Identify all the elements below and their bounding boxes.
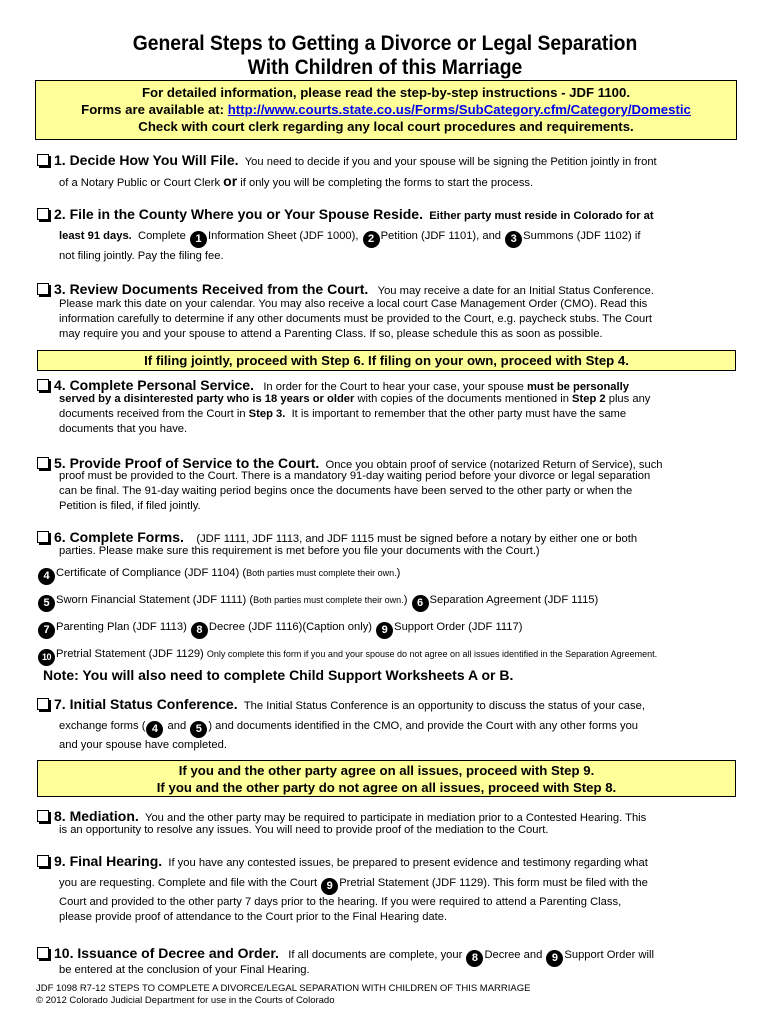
step-2-line-2: least 91 days. Complete 1 Information Sheet (JDF 1000), 2 Petition (JDF 1101), and 3 Summons (JDF 1102) if <box>59 230 640 248</box>
number-5-icon: 5 <box>190 721 207 738</box>
number-10-icon: 10 <box>38 649 55 666</box>
step-9-line-1: 9. Final Hearing. If you have any contested issues, be prepared to present evidence and testimony regarding what <box>37 853 648 869</box>
step-2-checkbox[interactable] <box>37 208 49 220</box>
step-6-line-2: parties. Please make sure this requirement is met before you file your documents with the Court.) <box>59 545 540 557</box>
step-5-line-1: 5. Provide Proof of Service to the Court. Once you obtain proof of service (notarized Return of Service), such <box>37 455 663 471</box>
agreement-box: If you and the other party agree on all issues, proceed with Step 9. If you and the other party do not agree on all issues, proceed with Step 8. <box>37 760 736 797</box>
step-7-heading: 7. Initial Status Conference. <box>54 696 238 712</box>
step-9-checkbox[interactable] <box>37 855 49 867</box>
forms-link[interactable]: http://www.courts.state.co.us/Forms/SubCategory.cfm/Category/Domestic <box>227 102 691 117</box>
step-2-line-1: 2. File in the County Where you or Your Spouse Reside. Either party must reside in Colorado for at <box>37 206 654 222</box>
step-3-line-1: 3. Review Documents Received from the Court. You may receive a date for an Initial Status Conference. <box>37 281 654 297</box>
step-5-line-4: Petition is filed, if filed jointly. <box>59 500 201 512</box>
form-10-line: 10 Pretrial Statement (JDF 1129) Only complete this form if you and your spouse do not agree on all issues identified in the Separation Agreement. <box>37 648 657 666</box>
step-3-line-3: information carefully to determine if any other documents must be provided to the Court, e.g. paycheck stubs. The Court <box>59 313 653 325</box>
step-4-line-3: documents received from the Court in Step 3. It is important to remember that the other party must have the same <box>59 408 627 420</box>
step-3-line-4: may require you and your spouse to attend a Parenting Class. If so, please schedule this as soon as possible. <box>59 328 603 340</box>
step-1-line-2: of a Notary Public or Court Clerk or if only you will be completing the forms to start the process. <box>59 173 534 189</box>
page-subtitle: With Children of this Marriage <box>247 56 523 79</box>
number-9-icon: 9 <box>376 622 393 639</box>
form-4-line: 4 Certificate of Compliance (JDF 1104) (Both parties must complete their own.) <box>37 567 400 585</box>
number-4-icon: 4 <box>146 721 163 738</box>
step-3-line-2: Please mark this date on your calendar. You may also receive a local court Case Management Order (CMO). Read this <box>59 298 648 310</box>
step-10-heading: 10. Issuance of Decree and Order. <box>54 945 279 961</box>
form-7-8-9-line: 7 Parenting Plan (JDF 1113) 8 Decree (JDF 1116)(Caption only) 9 Support Order (JDF 1117) <box>37 621 522 639</box>
step-8-checkbox[interactable] <box>37 810 49 822</box>
page-title: General Steps to Getting a Divorce or Legal Separation <box>132 32 638 55</box>
number-8-icon: 8 <box>191 622 208 639</box>
step-7-checkbox[interactable] <box>37 698 49 710</box>
number-8-icon: 8 <box>466 950 483 967</box>
step-4-line-2: served by a disinterested party who is 18 years or older with copies of the documents mentioned in Step 2 plus any <box>59 393 651 405</box>
info-line-1: For detailed information, please read the step-by-step instructions - JDF 1100. <box>141 85 631 100</box>
step-10-line-2: be entered at the conclusion of your Final Hearing. <box>59 964 310 976</box>
step-4-line-4: documents that you have. <box>59 423 188 435</box>
filing-box: If filing jointly, proceed with Step 6. If filing on your own, proceed with Step 4. <box>37 350 736 371</box>
info-box <box>35 80 737 140</box>
info-line-2 <box>36 101 736 118</box>
step-9-heading: 9. Final Hearing. <box>54 853 163 869</box>
step-2-line-3: not filing jointly. Pay the filing fee. <box>59 250 224 262</box>
step-9-line-4: please provide proof of attendance to the Court prior to the Final Hearing date. <box>59 911 448 923</box>
number-4-icon: 4 <box>38 568 55 585</box>
step-8-line-2: is an opportunity to resolve any issues. You will need to provide proof of the mediation to the Court. <box>59 824 549 836</box>
step-4-checkbox[interactable] <box>37 379 49 391</box>
step-6-line-1: 6. Complete Forms. (JDF 1111, JDF 1113, and JDF 1115 must be signed before a notary by either one or both <box>37 529 637 545</box>
step-10-line-1: 10. Issuance of Decree and Order. If all documents are complete, your 8 Decree and 9 Support Order will <box>37 945 654 967</box>
form-5-6-line: 5 Sworn Financial Statement (JDF 1111) (Both parties must complete their own.) 6 Separation Agreement (JDF 1115) <box>37 594 598 612</box>
info-line-3: Check with court clerk regarding any local court procedures and requirements. <box>138 119 634 134</box>
step-1-heading: 1. Decide How You Will File. <box>54 152 239 168</box>
step-5-heading: 5. Provide Proof of Service to the Court. <box>54 455 320 471</box>
step-7-line-3: and your spouse have completed. <box>59 739 227 751</box>
number-6-icon: 6 <box>412 595 429 612</box>
step-1-checkbox[interactable] <box>37 154 49 166</box>
step-6-checkbox[interactable] <box>37 531 49 543</box>
step-3-checkbox[interactable] <box>37 283 49 295</box>
number-9-icon: 9 <box>546 950 563 967</box>
footer-copyright: © 2012 Colorado Judicial Department for use in the Courts of Colorado <box>36 995 335 1006</box>
step-9-line-2: you are requesting. Complete and file with the Court 9 Pretrial Statement (JDF 1129). This form must be filed with the <box>59 877 648 895</box>
number-7-icon: 7 <box>38 622 55 639</box>
number-5-icon: 5 <box>38 595 55 612</box>
number-3-icon: 3 <box>505 231 522 248</box>
step-5-line-2: proof must be provided to the Court. There is a mandatory 91-day waiting period before your divorce or legal separation <box>59 470 651 482</box>
number-1-icon: 1 <box>190 231 207 248</box>
step-8-heading: 8. Mediation. <box>54 808 139 824</box>
number-9-icon: 9 <box>321 878 338 895</box>
step-9-line-3: Court and provided to the other party 7 days prior to the hearing. If you were required to attend a Parenting Class, <box>59 896 622 908</box>
step-7-line-2: exchange forms ( 4 and 5 ) and documents identified in the CMO, and provide the Court with any other forms you <box>59 720 638 738</box>
child-support-note: Note: You will also need to complete Child Support Worksheets A or B. <box>43 667 514 683</box>
forms-label: Forms are available at: <box>81 102 225 117</box>
step-1-line-1: 1. Decide How You Will File. You need to decide if you and your spouse will be signing the Petition jointly in front <box>37 152 657 168</box>
step-3-heading: 3. Review Documents Received from the Court. <box>54 281 369 297</box>
step-6-heading: 6. Complete Forms. <box>54 529 184 545</box>
number-2-icon: 2 <box>363 231 380 248</box>
step-8-line-1: 8. Mediation. You and the other party may be required to participate in mediation prior to a Contested Hearing. This <box>37 808 646 824</box>
footer-form-id: JDF 1098 R7-12 STEPS TO COMPLETE A DIVORCE/LEGAL SEPARATION WITH CHILDREN OF THIS MARRIAGE <box>36 983 531 994</box>
step-4-line-1: 4. Complete Personal Service. In order for the Court to hear your case, your spouse must be personally <box>37 377 629 393</box>
step-5-line-3: can be final. The 91-day waiting period begins once the documents have been served to the other party or when the <box>59 485 633 497</box>
step-2-heading: 2. File in the County Where you or Your Spouse Reside. <box>54 206 423 222</box>
step-4-heading: 4. Complete Personal Service. <box>54 377 254 393</box>
step-7-line-1: 7. Initial Status Conference. The Initial Status Conference is an opportunity to discuss the status of your case, <box>37 696 645 712</box>
step-5-checkbox[interactable] <box>37 457 49 469</box>
step-10-checkbox[interactable] <box>37 947 49 959</box>
